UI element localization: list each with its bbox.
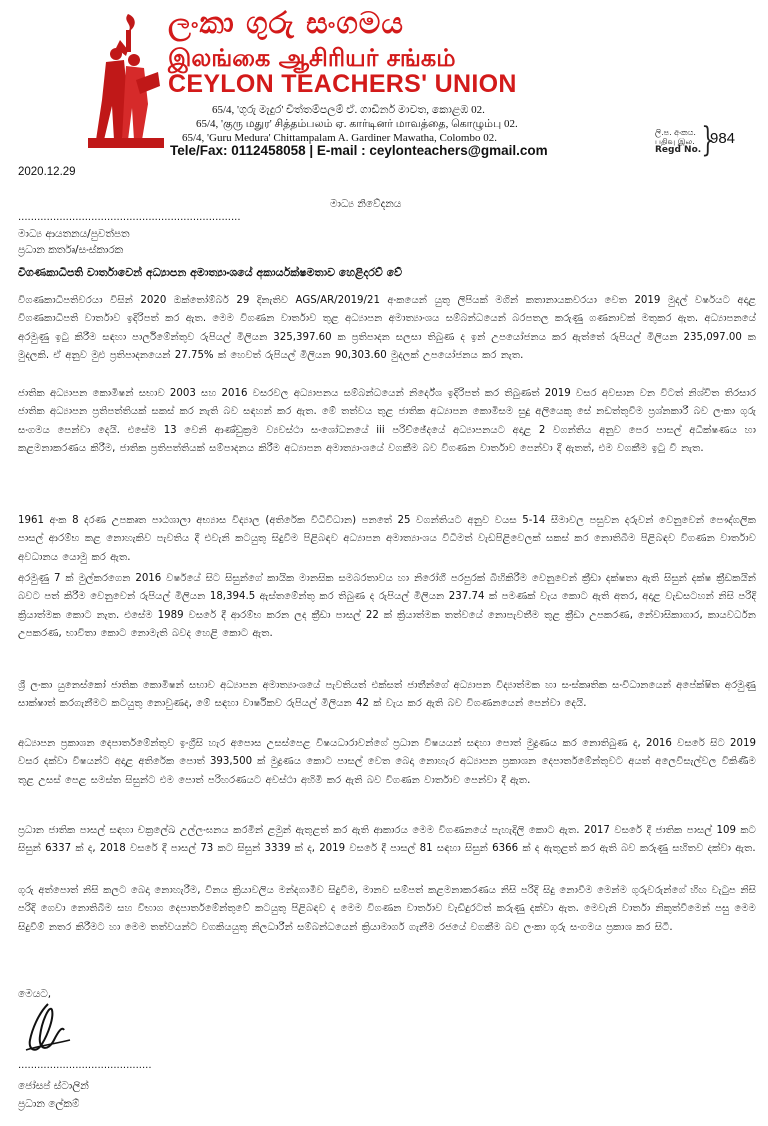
body-paragraph-7: ප්‍රධාන ජාතික පාසල් සඳහා චක්‍රලේඛ උල්ලංඝනය කරමින් ළමුන් ඇතුළත් කර ඇති ආකාරය මෙම විගණනයේ පැහැදිලි කොට ඇත. 2017 වසරේ දී ජාතික පාසල් 109 කට සිසුන් 6337 ක් ද, 2018 වසරේ දී පාසල් 73 කට සිසුන් 3339 ක් ද, 2019 වසරේ දී පාසල් 81 සඳහා සිසුන් 6366 ක් ද ඇතුළත් කර ඇති බව කරුණු සහිතව දක්වා ඇත. — [18, 825, 756, 855]
signatory-title: ප්‍රධාන ලේකම් — [18, 1098, 80, 1110]
letter-heading: විගණකාධිපති වාර්තාවෙන් අධ්‍යාපන අමාත්‍යාංශයේ අකාර්යක්ෂමතාව හෙළිදරව් වේ — [18, 266, 403, 279]
handwritten-signature — [18, 1000, 78, 1060]
letterhead — [0, 0, 768, 160]
letter-date: 2020.12.29 — [18, 166, 76, 178]
body-paragraph-8: ගුරු අත්පොත් නිසි කලට බෙදා නොහැරීම, විනය ක්‍රියාවලිය මන්දගාමීව සිදුවීම, මානව සම්පත් කළමනාකරණය නිසි පරිදි සිදු නොවීම මෙන්ම ගුරුවරුන්ගේ හිඟ වැටුප නිසි පරිදි ගෙවා නොතිබීම සහ විභාග දෙපාර්තමේන්තුවේ කටයුතු පිළිබඳව ද මෙම විගණන වාර්තාව වැඩිදුරටත් කරුණු දක්වා ඇත. මෙවැනි වාර්තා නිකුත්වීමෙන් පසු මෙම සිදුවීම් නතර කිරීමට හා මෙම තත්වයන්ට වගකියයුතු නිලධාරීන් සම්බන්ධයෙන් ක්‍රියාමාර්ග ගැනීම රජයේ වගකීම බව ලංකා ගුරු සංගමය ප්‍රකාශ කර සිටී. — [18, 885, 756, 933]
regd-label-english: Regd No. — [655, 145, 702, 155]
signature-dotted-line: .......................................... — [18, 1060, 152, 1071]
contact-line: Tele/Fax: 0112458058 | E-mail : ceylonteachers@gmail.com — [170, 143, 548, 158]
body-paragraph-4: අරමුණු 7 ක් මුල්කරගෙන 2016 වර්ෂයේ සිට සිසුන්ගේ කායික මානසික සමබරතාවය හා නිරෝගී පරපුරක් බිහිකිරීම වෙනුවෙන් ක්‍රීඩා දක්ෂතා ඇති සිසුන් දක්ෂ ක්‍රීඩකයින් බවට පත් කිරීම වෙනුවෙන් රුපියල් මිලියන 18,394.5 ඇස්තමේන්තු කර තිබුණ ද රුපියල් මිලියන 237.74 ක් පමණක් වැය කොට ඇති අතර, අදාළ වැඩසටහන් නිසි පරිදි ක්‍රියාත්මක කොට නැත. එසේම 1989 වසරේ දී ආරම්භ කරන ලද ක්‍රීඩා පාසල් 22 ක් ක්‍රියාත්මක තත්වයේ නොපැවතීම තුළ ක්‍රීඩා උපකරණ, නේවාසිකාගාර, කායවර්ධන උපකරණ, භාවිතා කොට නොමැති බවද හෙළි කොට ඇත. — [18, 573, 756, 640]
union-name-sinhala: ලංකා ගුරු සංගමය — [168, 6, 404, 41]
closing-salutation: මෙයට, — [18, 988, 52, 1000]
registration-labels — [655, 128, 701, 155]
union-name-tamil: இலங்கை ஆசிரியர் சங்கம் — [168, 44, 456, 72]
address-english: 65/4, 'Guru Medura' Chittampalam A. Gardiner Mawatha, Colombo 02. — [182, 132, 497, 144]
union-logo-icon — [82, 10, 168, 150]
address-sinhala: 65/4, 'ගුරු මැදුර' චිත්තම්පලම් ඒ. ගාඩිනර් මාවත, කොළඹ 02. — [212, 104, 485, 116]
union-name-english: CEYLON TEACHERS' UNION — [168, 70, 517, 98]
body-paragraph-1: විගණකාධිපතිවරයා විසින් 2020 ඔක්තෝම්බර් 29 දිනැතිව AGS/AR/2019/21 අංකයෙන් යුතු ලිපියක් මගින් කතානායකවරයා වෙත 2019 මුදල් වර්ෂයට අදාළ විගණකාධිපති වාර්තාව ඉදිරිපත් කර ඇත. මෙම විගණන වාර්තාව තුළ අධ්‍යාපන අමාත්‍යාංශය සම්බන්ධයෙන් බරපතල කරුණු ගණනාවක් මතුකර ඇත. අධ්‍යාපනයේ අරමුණු ඉටු කිරීම සඳහා පාර්ලිමේන්තුව රුපියල් මිලියන 325,397.60 ක ප්‍රතිපාදන සලසා තිබුණ ද ඉන් උපයෝජනය කර ඇත්තේ රුපියල් මිලියන 235,097.00 ක මුදලකි. ඒ අනුව මුළු ප්‍රතිපාදනයෙන් 27.75% ක් හෙවත් රුපියල් මිලියන 90,303.60 මුදලක් උපයෝජනය කර නැත. — [18, 295, 757, 362]
address-dotted-line: ...................................................................... — [18, 212, 241, 223]
brace-icon: } — [701, 120, 715, 160]
body-paragraph-3: 1961 අංක 8 දරණ උපකෘත පාඨශාලා අභ්‍යාස විද්‍යාල (අතිරේක විධිවිධාන) පනතේ 25 වගන්තියට අනුව වයස 5-14 සීමාවල පසුවන දරුවන් වෙනුවෙන් පෞද්ගලික පාසල් ආරම්භ කළ නොහැකිව පැවතිය දී එවැනි කටයුතු සිදුවීම පිළිබඳව අධ්‍යාපන අමාත්‍යාංශය විධිමත් වැඩපිළිවෙලක් සකස් කර නොතිබීම පිළිබඳව විගණන වාර්තාව අවධානය යොමු කර ඇත. — [18, 515, 756, 563]
regd-label-tamil: பதிவு இல. — [655, 137, 695, 146]
regd-label-sinhala: ලි.ප. අංකය. — [655, 128, 696, 137]
body-paragraph-6: අධ්‍යාපන ප්‍රකාශන දෙපාර්තමේන්තුව ඉංග්‍රීසි හැර අපොස උසස්පෙළ විෂයධාරාවන්ගේ ප්‍රධාන විෂයයන් සඳහා පොත් මුද්‍රණය කර නොතිබුණ ද, 2016 වසරේ සිට 2019 වසර දක්වා විෂයන්ට අදාළ අතිරේක පොත් 393,500 ක් මුද්‍රණය කොට පාසල් වෙත බෙදා නොහැර අධ්‍යාපන ප්‍රකාශන දෙපාර්තමේන්තුවට අයත් අලෙවිසැල්වල විකිණීම තුළ උසස් පෙළ සමස්ත සිසුන්ට එම පොත් පරිහරණයට අවස්ථා අහිමි කර ඇති බව විගණන වාර්තාව පෙන්වා දී ඇත. — [18, 738, 756, 786]
recipient-line-2: ප්‍රධාන කර්තෘ/සංස්කාරක — [18, 244, 124, 256]
registration-number: 984 — [710, 130, 736, 147]
address-tamil: 65/4, 'குரு மதுர' சித்தம்பலம் ஏ. கார்டினர் மாவத்தை, கொழும்பு 02. — [196, 118, 518, 130]
media-release-label: මාධ්‍ය නිවේදනය — [330, 198, 402, 210]
recipient-line-1: මාධ්‍ය ආයතනය/පුවත්පත — [18, 228, 130, 240]
signatory-name: ජෝසප් ස්ටාලින් — [18, 1080, 89, 1092]
body-paragraph-5: ශ්‍රී ලංකා යුනෙස්කෝ ජාතික කොමිෂන් සභාව අධ්‍යාපන අමාත්‍යාංශයේ පැවතියත් එක්සත් ජාතීන්ගේ අධ්‍යාපන විද්‍යාත්මක හා සංස්කෘතික සංවිධානයෙන් අපේක්ෂිත අරමුණු සාක්ෂාත් කරගැනීමට කටයුතු නොවුණද, මේ සඳහා වාර්ෂිකව රුපියල් මිලියන 42 ක් වැය කර ඇති බව විගණනයෙන් පෙන්වා දෙයි. — [18, 680, 756, 710]
body-paragraph-2: ජාතික අධ්‍යාපන කොමිෂන් සභාව 2003 සහ 2016 වසරවල අධ්‍යාපනය සම්බන්ධයෙන් නිර්දේශ ඉදිරිපත් කර තිබුණත් 2019 වසර අවසාන වන විටත් නිශ්චිත තිරසාර ජාතික අධ්‍යාපන ප්‍රතිපත්තියක් සකස් කර නැති බව සඳහන් කර ඇත. මේ තත්වය තුළ ජාතික අධ්‍යාපන කොමිසම සුදු අලියෙකු සේ නඩත්තුවීම ප්‍රශ්නකාරී බව ලංකා ගුරු සංගමය පෙන්වා දෙයි. එසේම 13 වෙනි ආණ්ඩුක්‍රම ව්‍යවස්ථා සංශෝධනයේ iii පරිච්ඡේදයේ අධ්‍යාපනයට අදාළ 2 වගන්තිය අනුව පෙර පාසල් අධීක්ෂණය හා කළමනාකරණය කිරීම, ජාතික ප්‍රතිපත්තියක් සම්පාදනය කිරීම අධ්‍යාපන අමාත්‍යාංශයේ වගකීම බව විගණන වාර්තාව පෙන්වා දී ඇතත්, එම වගකීම ඉටු වී නැත. — [18, 388, 756, 455]
